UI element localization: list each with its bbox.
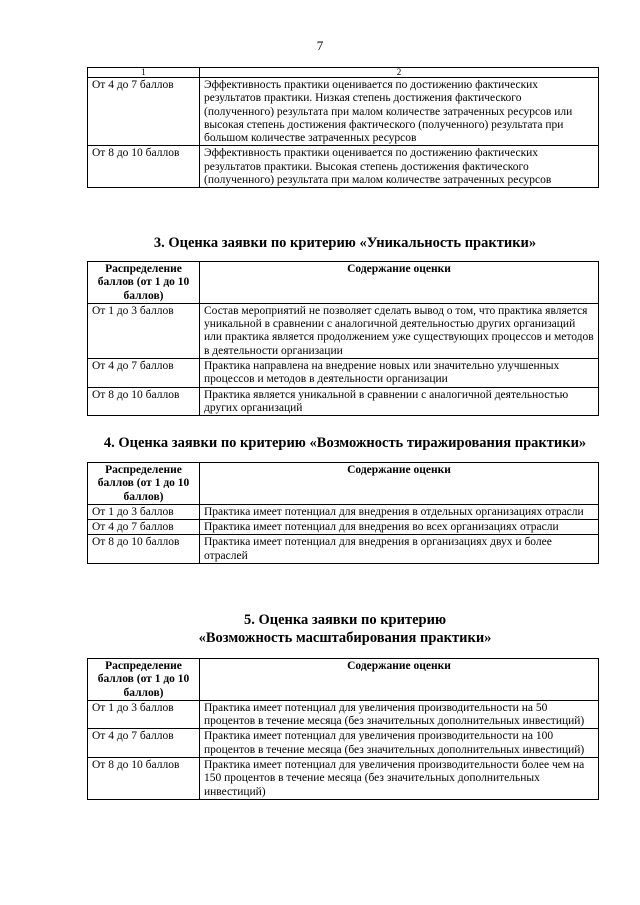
score-range-cell: От 4 до 7 баллов xyxy=(88,729,200,758)
column-number-row xyxy=(88,68,599,78)
score-range-cell: От 8 до 10 баллов xyxy=(88,387,200,416)
table-row xyxy=(88,146,599,188)
criteria-table-uniqueness xyxy=(87,261,599,416)
table-header-row xyxy=(88,659,599,701)
description-cell: Практика имеет потенциал для внедрения в организациях двух и более отраслей xyxy=(200,535,599,564)
section-heading-line2: «Возможность масштабирования практики» xyxy=(198,630,492,646)
table-header-row xyxy=(88,262,599,304)
score-range-cell: От 1 до 3 баллов xyxy=(88,700,200,729)
table-row xyxy=(88,700,599,729)
description-cell: Практика является уникальной в сравнении с аналогичной деятельностью других организаций xyxy=(200,387,599,416)
column-header-score: Распределение баллов (от 1 до 10 баллов) xyxy=(88,463,200,505)
description-cell: Практика имеет потенциал для внедрения в отдельных организациях отрасли xyxy=(200,504,599,519)
column-header-content: Содержание оценки xyxy=(200,463,599,505)
table-row xyxy=(88,758,599,800)
description-cell: Практика имеет потенциал для увеличения производительности на 50 процентов в течение месяца (без значительных дополнительных инвестиций) xyxy=(200,700,599,729)
table-row xyxy=(88,359,599,388)
table-row xyxy=(88,520,599,535)
description-cell: Практика имеет потенциал для внедрения во всех организациях отрасли xyxy=(200,520,599,535)
score-range-cell: От 4 до 7 баллов xyxy=(88,359,200,388)
criteria-table-replicability xyxy=(87,462,599,564)
column-number: 1 xyxy=(88,68,200,78)
column-header-content: Содержание оценки xyxy=(200,262,599,304)
description-cell: Эффективность практики оценивается по достижению фактических результатов практики. Низкая степень достижения фактического (полученного) результата при малом количестве затраченных ресурсов или высокая степень достижения фактического (полученного) результата при большом количестве затраченных ресурсов xyxy=(200,78,599,146)
score-range-cell: От 8 до 10 баллов xyxy=(88,758,200,800)
score-range-cell: От 4 до 7 баллов xyxy=(88,520,200,535)
table-row xyxy=(88,78,599,146)
section-heading: 4. Оценка заявки по критерию «Возможность тиражирования практики» xyxy=(103,435,587,451)
page-number: 7 xyxy=(316,38,324,53)
table-row xyxy=(88,303,599,358)
score-range-cell: От 8 до 10 баллов xyxy=(88,535,200,564)
description-cell: Практика направлена на внедрение новых или значительно улучшенных процессов и методов в деятельности организации xyxy=(200,359,599,388)
table-row xyxy=(88,729,599,758)
column-header-score: Распределение баллов (от 1 до 10 баллов) xyxy=(88,659,200,701)
column-number: 2 xyxy=(200,68,599,78)
description-cell: Эффективность практики оценивается по достижению фактических результатов практики. Высокая степень достижения фактического (полученного) результата при малом количестве затраченных ресурсов xyxy=(200,146,599,188)
description-cell: Практика имеет потенциал для увеличения производительности более чем на 150 процентов в течение месяца (без значительных дополнительных инвестиций) xyxy=(200,758,599,800)
table-row xyxy=(88,504,599,519)
score-range-cell: От 8 до 10 баллов xyxy=(88,146,200,188)
section-heading: 3. Оценка заявки по критерию «Уникальность практики» xyxy=(153,235,537,251)
table-row xyxy=(88,535,599,564)
criteria-table-scalability xyxy=(87,658,599,800)
column-header-score: Распределение баллов (от 1 до 10 баллов) xyxy=(88,262,200,304)
description-cell: Состав мероприятий не позволяет сделать вывод о том, что практика является уникальной в сравнении с аналогичной деятельностью других организаций или практика является продолжением уже существующих процессов и методов в деятельности организации xyxy=(200,303,599,358)
score-range-cell: От 1 до 3 баллов xyxy=(88,303,200,358)
score-range-cell: От 1 до 3 баллов xyxy=(88,504,200,519)
column-header-content: Содержание оценки xyxy=(200,659,599,701)
score-range-cell: От 4 до 7 баллов xyxy=(88,78,200,146)
section-heading-line1: 5. Оценка заявки по критерию xyxy=(243,612,447,628)
table-row xyxy=(88,387,599,416)
table-header-row xyxy=(88,463,599,505)
description-cell: Практика имеет потенциал для увеличения производительности на 100 процентов в течение месяца (без значительных дополнительных инвестиций) xyxy=(200,729,599,758)
criteria-table-effectiveness xyxy=(87,67,599,188)
